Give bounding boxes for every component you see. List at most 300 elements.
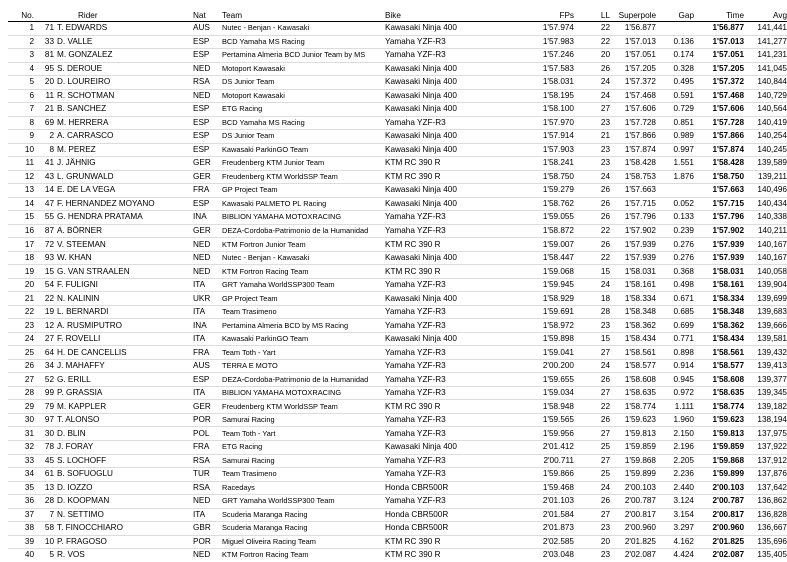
cell-gap: 0.591 <box>656 89 694 103</box>
cell-rider-name: R. VOS <box>57 550 85 560</box>
cell-rider-name: D. BLIN <box>54 427 193 441</box>
cell-rider-number: 10 <box>34 535 54 549</box>
cell-best-time: 1'57.939 <box>694 251 744 265</box>
cell-fps-time: 1'58.762 <box>528 197 574 211</box>
cell-team: Team Trasimeno <box>222 468 385 482</box>
cell-nationality: RSA <box>193 454 222 468</box>
cell-rider-number: 8 <box>34 143 54 157</box>
cell-superpole-time: 1'58.577 <box>610 359 656 373</box>
cell-laps: 27 <box>574 427 610 441</box>
cell-gap: 0.498 <box>656 278 694 292</box>
cell-laps: 27 <box>574 508 610 522</box>
cell-fps-time: 1'58.100 <box>528 103 574 117</box>
table-row <box>8 278 787 292</box>
cell-bike: Kawasaki Ninja 400 <box>385 184 528 198</box>
cell-nationality: ESP <box>193 373 222 387</box>
cell-position: 3 <box>8 49 34 63</box>
cell-rider-name: D. LOUREIRO <box>54 76 193 90</box>
header-time: Time <box>694 9 744 22</box>
cell-avg-speed: 135,696 <box>744 535 787 549</box>
cell-nationality: ITA <box>193 508 222 522</box>
cell-position: 2 <box>8 35 34 49</box>
cell-avg-speed: 139,432 <box>744 346 787 360</box>
cell-avg-speed: 141,231 <box>744 49 787 63</box>
cell-best-time: 1'56.877 <box>694 22 744 36</box>
cell-rider-name: S. LOCHOFF <box>54 454 193 468</box>
cell-superpole-time: 1'58.334 <box>610 292 656 306</box>
cell-rider-name: G. VAN STRAALEN <box>54 265 193 279</box>
cell-rider-name: A. CARRASCO <box>54 130 193 144</box>
header-rider: Rider <box>54 9 193 22</box>
cell-rider-number: 20 <box>34 76 54 90</box>
cell-best-time: 1'58.750 <box>694 170 744 184</box>
header-superpole: Superpole <box>610 9 656 22</box>
cell-laps: 23 <box>600 550 610 560</box>
cell-gap: 0.276 <box>656 251 694 265</box>
table-row <box>8 522 787 536</box>
header-fps: FPs <box>528 9 574 22</box>
cell-gap: 0.997 <box>656 143 694 157</box>
cell-avg-speed: 141,441 <box>744 22 787 36</box>
cell-avg-speed: 140,729 <box>744 89 787 103</box>
cell-gap: 2.236 <box>656 468 694 482</box>
cell-team: BCD Yamaha MS Racing <box>222 116 385 130</box>
cell-team: DEZA-Cordoba-Patrimonio de la Humanidad <box>222 224 385 238</box>
cell-nationality: ESP <box>193 116 222 130</box>
cell-team: Team Toth - Yart <box>222 346 385 360</box>
cell-fps-time: 1'59.655 <box>528 373 574 387</box>
cell-rider-number: 95 <box>34 62 54 76</box>
cell-gap: 0.914 <box>656 359 694 373</box>
cell-gap: 0.945 <box>656 373 694 387</box>
cell-team: Samurai Racing <box>222 454 385 468</box>
cell-position: 35 <box>8 481 34 495</box>
cell-team: DS Junior Team <box>222 130 385 144</box>
cell-superpole-time: 2'00.817 <box>610 508 656 522</box>
cell-nationality: AUS <box>193 359 222 373</box>
table-row <box>8 400 787 414</box>
results-body <box>8 22 787 562</box>
cell-rider-number: 15 <box>34 265 54 279</box>
cell-bike: Yamaha YZF-R3 <box>385 427 528 441</box>
cell-fps-time: 1'59.691 <box>528 305 574 319</box>
cell-avg-speed: 140,496 <box>744 184 787 198</box>
cell-team: Freudenberg KTM WorldSSP Team <box>222 400 385 414</box>
cell-bike: Honda CBR500R <box>385 522 528 536</box>
cell-best-time: 1'58.434 <box>694 332 744 346</box>
cell-rider-name: M. PEREZ <box>54 143 193 157</box>
cell-team: KTM Fortron Racing Team <box>222 265 385 279</box>
cell-best-time: 1'58.161 <box>694 278 744 292</box>
cell-rider-name: B. SANCHEZ <box>54 103 193 117</box>
cell-position: 22 <box>8 305 34 319</box>
cell-nationality: ESP <box>193 143 222 157</box>
cell-bike: Kawasaki Ninja 400 <box>385 76 528 90</box>
cell-laps: 23 <box>574 522 610 536</box>
cell-laps: 15 <box>574 265 610 279</box>
header-team: Team <box>222 9 385 22</box>
cell-team: Freudenberg KTM Junior Team <box>222 157 385 171</box>
cell-best-time: 2'01.825 <box>694 535 744 549</box>
cell-best-time: 1'57.728 <box>694 116 744 130</box>
cell-gap: 0.671 <box>656 292 694 306</box>
table-row <box>8 49 787 63</box>
cell-position: 8 <box>8 116 34 130</box>
cell-best-time: 1'57.372 <box>694 76 744 90</box>
cell-rider-name: J. MAHAFFY <box>54 359 193 373</box>
cell-laps: 22 <box>574 35 610 49</box>
cell-laps: 24 <box>574 278 610 292</box>
cell-team: Samurai Racing <box>222 413 385 427</box>
cell-laps: 26 <box>574 373 610 387</box>
cell-gap: 1.551 <box>656 157 694 171</box>
cell-nationality: AUS <box>193 22 222 36</box>
cell-fps-time: 1'58.972 <box>528 319 574 333</box>
cell-rider-number: 2 <box>34 130 54 144</box>
cell-position: 30 <box>8 413 34 427</box>
cell-bike: Yamaha YZF-R3 <box>385 413 528 427</box>
cell-bike: KTM RC 390 R <box>385 400 528 414</box>
cell-nationality: ESP <box>193 49 222 63</box>
cell-best-time: 1'58.428 <box>694 157 744 171</box>
cell-superpole-time: 1'57.728 <box>610 116 656 130</box>
cell-nationality: ESP <box>193 103 222 117</box>
cell-team: Pertamina Almeria BCD by MS Racing <box>222 319 385 333</box>
cell-team: Motoport Kawasaki <box>222 62 385 76</box>
cell-laps: 26 <box>574 413 610 427</box>
table-row <box>8 184 787 198</box>
cell-team: Kawasaki ParkinGO Team <box>222 143 385 157</box>
cell-fps-time: 1'57.970 <box>528 116 574 130</box>
cell-best-time: 1'58.031 <box>694 265 744 279</box>
cell-avg-speed: 140,564 <box>744 103 787 117</box>
table-row <box>8 332 787 346</box>
cell-superpole-time: 1'56.877 <box>610 22 656 36</box>
cell-superpole-time: 1'58.753 <box>610 170 656 184</box>
cell-avg-speed: 139,683 <box>744 305 787 319</box>
cell-avg-speed: 139,589 <box>744 157 787 171</box>
cell-superpole-time: 1'57.051 <box>610 49 656 63</box>
cell-fps-time: 1'59.279 <box>528 184 574 198</box>
cell-laps: 20 <box>574 535 610 549</box>
cell-gap: 4.424 <box>673 550 694 560</box>
cell-avg-speed: 141,277 <box>744 35 787 49</box>
cell-best-time: 1'57.051 <box>694 49 744 63</box>
table-row <box>8 103 787 117</box>
table-row <box>8 373 787 387</box>
cell-laps: 20 <box>574 49 610 63</box>
cell-rider-name: N. KALININ <box>54 292 193 306</box>
cell-position: 27 <box>8 373 34 387</box>
cell-position: 5 <box>8 76 34 90</box>
cell-fps-time: 1'57.246 <box>528 49 574 63</box>
cell-team: KTM Fortron Racing Team <box>222 550 309 560</box>
cell-team: Freudenberg KTM WorldSSP Team <box>222 170 385 184</box>
cell-position: 16 <box>8 224 34 238</box>
cell-nationality: ESP <box>193 197 222 211</box>
cell-team: Scuderia Maranga Racing <box>222 508 385 522</box>
cell-bike: KTM RC 390 R <box>385 265 528 279</box>
cell-rider-name: W. KHAN <box>54 251 193 265</box>
cell-avg-speed: 137,642 <box>744 481 787 495</box>
cell-best-time: 1'59.899 <box>694 468 744 482</box>
cell-gap: 0.136 <box>656 35 694 49</box>
table-row <box>8 157 787 171</box>
cell-avg-speed: 140,254 <box>744 130 787 144</box>
cell-bike: Kawasaki Ninja 400 <box>385 130 528 144</box>
table-row <box>8 440 787 454</box>
cell-bike: Kawasaki Ninja 400 <box>385 332 528 346</box>
cell-position: 4 <box>8 62 34 76</box>
cell-rider-number: 34 <box>34 359 54 373</box>
cell-rider-name: J. FORAY <box>54 440 193 454</box>
cell-nationality: POR <box>193 535 222 549</box>
cell-gap: 3.154 <box>656 508 694 522</box>
cell-team: GP Project Team <box>222 292 385 306</box>
cell-gap: 2.150 <box>656 427 694 441</box>
table-row <box>8 89 787 103</box>
cell-laps: 26 <box>574 184 610 198</box>
cell-rider-number: 21 <box>34 103 54 117</box>
cell-rider-number: 58 <box>34 522 54 536</box>
cell-rider-name: P. GRASSIA <box>54 386 193 400</box>
cell-avg-speed: 139,211 <box>744 170 787 184</box>
cell-nationality: INA <box>193 319 222 333</box>
cell-superpole-time: 1'58.434 <box>610 332 656 346</box>
cell-superpole-time: 1'58.774 <box>610 400 656 414</box>
cell-rider-number: 30 <box>34 427 54 441</box>
table-row <box>8 238 787 252</box>
cell-laps: 26 <box>574 62 610 76</box>
cell-best-time: 1'59.868 <box>694 454 744 468</box>
cell-laps: 27 <box>574 386 610 400</box>
cell-position: 32 <box>8 440 34 454</box>
cell-bike: Kawasaki Ninja 400 <box>385 103 528 117</box>
cell-laps: 24 <box>574 170 610 184</box>
cell-avg-speed: 139,666 <box>744 319 787 333</box>
cell-team: DEZA-Cordoba-Patrimonio de la Humanidad <box>222 373 385 387</box>
cell-bike: KTM RC 390 R <box>385 157 528 171</box>
cell-laps: 27 <box>574 103 610 117</box>
cell-position: 13 <box>8 184 34 198</box>
table-row <box>8 76 787 90</box>
cell-avg-speed: 139,377 <box>744 373 787 387</box>
cell-avg-speed: 139,904 <box>744 278 787 292</box>
cell-bike: Kawasaki Ninja 400 <box>385 251 528 265</box>
cell-rider-number: 33 <box>34 35 54 49</box>
cell-rider-number: 79 <box>34 400 54 414</box>
cell-rider-number: 69 <box>34 116 54 130</box>
header-nationality: Nat <box>193 9 222 22</box>
cell-best-time: 1'57.796 <box>694 211 744 225</box>
cell-rider-number: 54 <box>34 278 54 292</box>
cell-fps-time: 2'00.711 <box>528 454 574 468</box>
table-row <box>8 535 787 549</box>
cell-fps-time: 1'58.241 <box>528 157 574 171</box>
cell-best-time: 1'58.608 <box>694 373 744 387</box>
cell-position: 28 <box>8 386 34 400</box>
cell-gap: 0.699 <box>656 319 694 333</box>
cell-gap: 0.495 <box>656 76 694 90</box>
cell-laps: 22 <box>574 400 610 414</box>
cell-avg-speed: 139,345 <box>744 386 787 400</box>
cell-rider-number: 78 <box>34 440 54 454</box>
cell-best-time: 2'00.787 <box>694 495 744 509</box>
cell-gap: 0.174 <box>656 49 694 63</box>
cell-best-time: 1'57.715 <box>694 197 744 211</box>
cell-team: Nutec - Benjan - Kawasaki <box>222 22 385 36</box>
cell-best-time: 1'59.623 <box>694 413 744 427</box>
cell-fps-time: 1'59.565 <box>528 413 574 427</box>
cell-fps-time: 2'01.584 <box>528 508 574 522</box>
cell-fps-time: 2'01.873 <box>528 522 574 536</box>
cell-superpole-time: 2'02.087 <box>624 550 656 560</box>
cell-team: Miguel Oliveira Racing Team <box>222 535 385 549</box>
cell-team: BCD Yamaha MS Racing <box>222 35 385 49</box>
cell-superpole-time: 2'01.825 <box>610 535 656 549</box>
cell-fps-time: 1'59.068 <box>528 265 574 279</box>
cell-laps: 25 <box>574 468 610 482</box>
cell-gap: 0.276 <box>656 238 694 252</box>
cell-bike: KTM RC 390 R <box>385 170 528 184</box>
cell-nationality: UKR <box>193 292 222 306</box>
cell-team: Nutec - Benjan - Kawasaki <box>222 251 385 265</box>
cell-rider-name: D. IOZZO <box>54 481 193 495</box>
cell-bike: Yamaha YZF-R3 <box>385 346 528 360</box>
cell-gap <box>656 184 694 198</box>
cell-gap: 0.771 <box>656 332 694 346</box>
cell-superpole-time: 1'59.899 <box>610 468 656 482</box>
cell-team: KTM Fortron Junior Team <box>222 238 385 252</box>
cell-fps-time: 1'57.983 <box>528 35 574 49</box>
cell-position: 18 <box>8 251 34 265</box>
cell-superpole-time: 1'57.663 <box>610 184 656 198</box>
cell-best-time: 1'58.577 <box>694 359 744 373</box>
cell-position: 21 <box>8 292 34 306</box>
table-row <box>8 495 787 509</box>
cell-best-time: 1'57.939 <box>694 238 744 252</box>
cell-laps: 26 <box>574 211 610 225</box>
cell-position: 34 <box>8 468 34 482</box>
table-row <box>8 468 787 482</box>
cell-bike: KTM RC 390 R <box>385 238 528 252</box>
cell-bike: Yamaha YZF-R3 <box>385 454 528 468</box>
cell-nationality: NED <box>193 251 222 265</box>
cell-fps-time: 2'00.200 <box>528 359 574 373</box>
cell-superpole-time: 1'57.939 <box>610 251 656 265</box>
cell-nationality: NED <box>193 62 222 76</box>
cell-team: Kawasaki ParkinGO Team <box>222 332 385 346</box>
cell-gap: 0.685 <box>656 305 694 319</box>
cell-fps-time: 1'59.007 <box>528 238 574 252</box>
cell-rider-name: N. SETTIMO <box>54 508 193 522</box>
cell-fps-time: 1'59.468 <box>528 481 574 495</box>
cell-avg-speed: 139,413 <box>744 359 787 373</box>
cell-gap <box>656 22 694 36</box>
cell-superpole-time: 1'59.868 <box>610 454 656 468</box>
cell-rider-number: 99 <box>34 386 54 400</box>
cell-gap: 2.440 <box>656 481 694 495</box>
cell-nationality: ESP <box>193 130 222 144</box>
cell-rider-name: A. RUSMIPUTRO <box>54 319 193 333</box>
cell-nationality: RSA <box>193 76 222 90</box>
cell-superpole-time: 1'58.608 <box>610 373 656 387</box>
cell-position: 37 <box>8 508 34 522</box>
cell-laps: 22 <box>574 251 610 265</box>
cell-bike: Yamaha YZF-R3 <box>385 35 528 49</box>
cell-rider-name: J. JÄHNIG <box>54 157 193 171</box>
cell-nationality: FRA <box>193 346 222 360</box>
cell-rider-number: 72 <box>34 238 54 252</box>
cell-nationality: ITA <box>193 386 222 400</box>
cell-position: 10 <box>8 143 34 157</box>
cell-team: Team Trasimeno <box>222 305 385 319</box>
header-number <box>34 9 54 22</box>
cell-superpole-time: 1'57.013 <box>610 35 656 49</box>
cell-position: 39 <box>8 535 34 549</box>
cell-rider-name: H. DE CANCELLIS <box>54 346 193 360</box>
cell-best-time: 1'57.902 <box>694 224 744 238</box>
cell-bike: Kawasaki Ninja 400 <box>385 292 528 306</box>
cell-team: Kawasaki PALMETO PL Racing <box>222 197 385 211</box>
cell-best-time: 2'02.087 <box>712 550 744 560</box>
cell-gap: 0.898 <box>656 346 694 360</box>
table-row <box>8 170 787 184</box>
cell-laps: 23 <box>574 319 610 333</box>
cell-laps: 22 <box>574 22 610 36</box>
cell-avg-speed: 141,045 <box>744 62 787 76</box>
table-row <box>8 427 787 441</box>
cell-rider-name: D. KOOPMAN <box>54 495 193 509</box>
cell-fps-time: 1'58.929 <box>528 292 574 306</box>
cell-rider-name: R. SCHOTMAN <box>54 89 193 103</box>
cell-avg-speed: 140,245 <box>744 143 787 157</box>
header-position: No. <box>8 9 34 22</box>
cell-fps-time: 2'03.048 <box>542 550 574 560</box>
cell-team: Motoport Kawasaki <box>222 89 385 103</box>
cell-avg-speed: 140,167 <box>744 238 787 252</box>
table-row <box>8 508 787 522</box>
cell-avg-speed: 140,211 <box>744 224 787 238</box>
cell-bike: Kawasaki Ninja 400 <box>385 89 528 103</box>
cell-superpole-time: 2'00.960 <box>610 522 656 536</box>
cell-best-time: 1'57.866 <box>694 130 744 144</box>
cell-gap: 0.851 <box>656 116 694 130</box>
cell-rider-number: 43 <box>34 170 54 184</box>
cell-fps-time: 1'59.055 <box>528 211 574 225</box>
cell-rider-name: T. EDWARDS <box>54 22 193 36</box>
cell-avg-speed: 140,167 <box>744 251 787 265</box>
cell-position: 6 <box>8 89 34 103</box>
cell-superpole-time: 1'57.372 <box>610 76 656 90</box>
cell-rider-number: 28 <box>34 495 54 509</box>
cell-fps-time: 1'58.948 <box>528 400 574 414</box>
cell-rider-number: 19 <box>34 305 54 319</box>
cell-nationality: NED <box>193 238 222 252</box>
cell-bike: Yamaha YZF-R3 <box>385 386 528 400</box>
cell-gap: 0.328 <box>656 62 694 76</box>
cell-best-time: 1'57.874 <box>694 143 744 157</box>
table-row <box>8 211 787 225</box>
cell-laps: 23 <box>574 116 610 130</box>
cell-rider-name: A. BÖRNER <box>54 224 193 238</box>
cell-laps: 26 <box>574 495 610 509</box>
cell-best-time: 1'57.468 <box>694 89 744 103</box>
cell-position: 24 <box>8 332 34 346</box>
cell-bike: Yamaha YZF-R3 <box>385 495 528 509</box>
cell-nationality: ITA <box>193 305 222 319</box>
cell-fps-time: 1'58.031 <box>528 76 574 90</box>
